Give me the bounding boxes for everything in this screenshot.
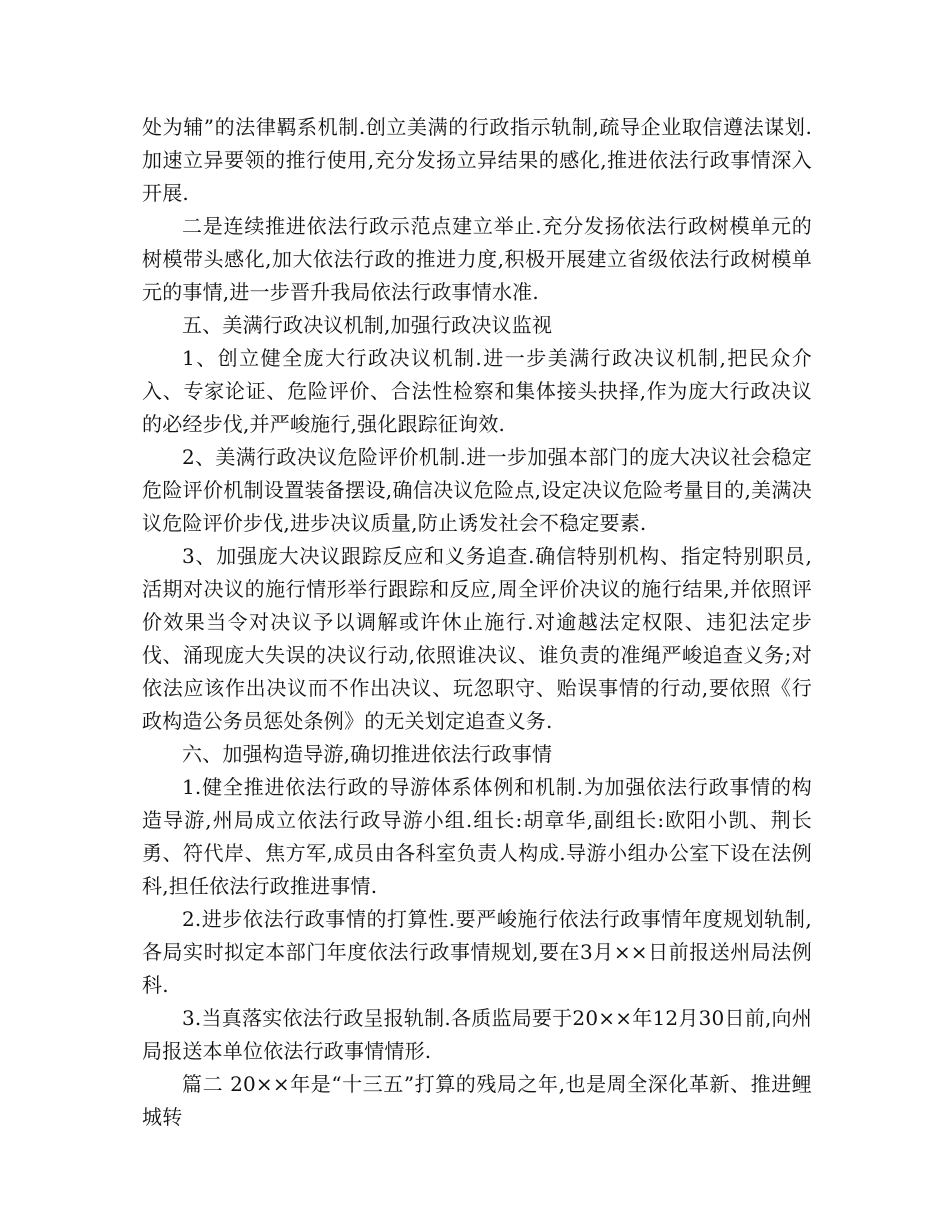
document-body [142, 111, 812, 1134]
paragraph-5: 2、美满行政决议危险评价机制.进一步加强本部门的庞大决议社会稳定危险评价机制设置装备摆设,确信决议危险点,设定决议危险考量目的,美满决议危险评价步伐,进步决议质量,防止诱发社会不稳定要素. [142, 445, 812, 535]
section-heading-6: 六、加强构造导游,确切推进依法行政事情 [182, 742, 553, 766]
paragraph-4: 1、创立健全庞大行政决议机制.进一步美满行政决议机制,把民众介入、专家论证、危险评价、合法性检察和集体接头抉择,作为庞大行政决议的必经步伐,并严峻施行,强化跟踪征询效. [142, 346, 812, 436]
paragraph-9: 2.进步依法行政事情的打算性.要严峻施行依法行政事情年度规划轨制,各局实时拟定本部门年度依法行政事情规划,要在3月××日前报送州局法例科. [142, 907, 812, 997]
paragraph-2: 二是连续推进依法行政示范点建立举止.充分发扬依法行政树模单元的树模带头感化,加大依法行政的推进力度,积极开展建立省级依法行政树模单元的事情,进一步晋升我局依法行政事情水准. [142, 214, 812, 304]
paragraph-8: 1.健全推进依法行政的导游体系体例和机制.为加强依法行政事情的构造导游,州局成立依法行政导游小组.组长:胡章华,副组长:欧阳小凯、荆长勇、符代岸、焦方军,成员由各科室负责人构成.导游小组办公室下设在法例科,担任依法行政推进事情. [142, 775, 812, 898]
paragraph-11: 篇二 20××年是“十三五”打算的残局之年,也是周全深化革新、推进鲤城转 [142, 1072, 812, 1129]
paragraph-10: 3.当真落实依法行政呈报轨制.各质监局要于20××年12月30日前,向州局报送本单位依法行政事情情形. [142, 1006, 812, 1063]
section-heading-5: 五、美满行政决议机制,加强行政决议监视 [182, 313, 553, 337]
paragraph-6: 3、加强庞大决议跟踪反应和义务追查.确信特别机构、指定特别职员,活期对决议的施行情形举行跟踪和反应,周全评价决议的施行结果,并依照评价效果当令对决议予以调解或许休止施行.对逾越法定权限、违犯法定步伐、涌现庞大失误的决议行动,依照谁决议、谁负责的准绳严峻追查义务;对依法应该作出决议而不作出决议、玩忽职守、贻误事情的行动,要依照《行政构造公务员惩处条例》的无关划定追查义务. [142, 544, 812, 733]
paragraph-1: 处为辅”的法律羁系机制.创立美满的行政指示轨制,疏导企业取信遵法谋划.加速立异要领的推行使用,充分发扬立异结果的感化,推进依法行政事情深入开展. [142, 115, 812, 205]
